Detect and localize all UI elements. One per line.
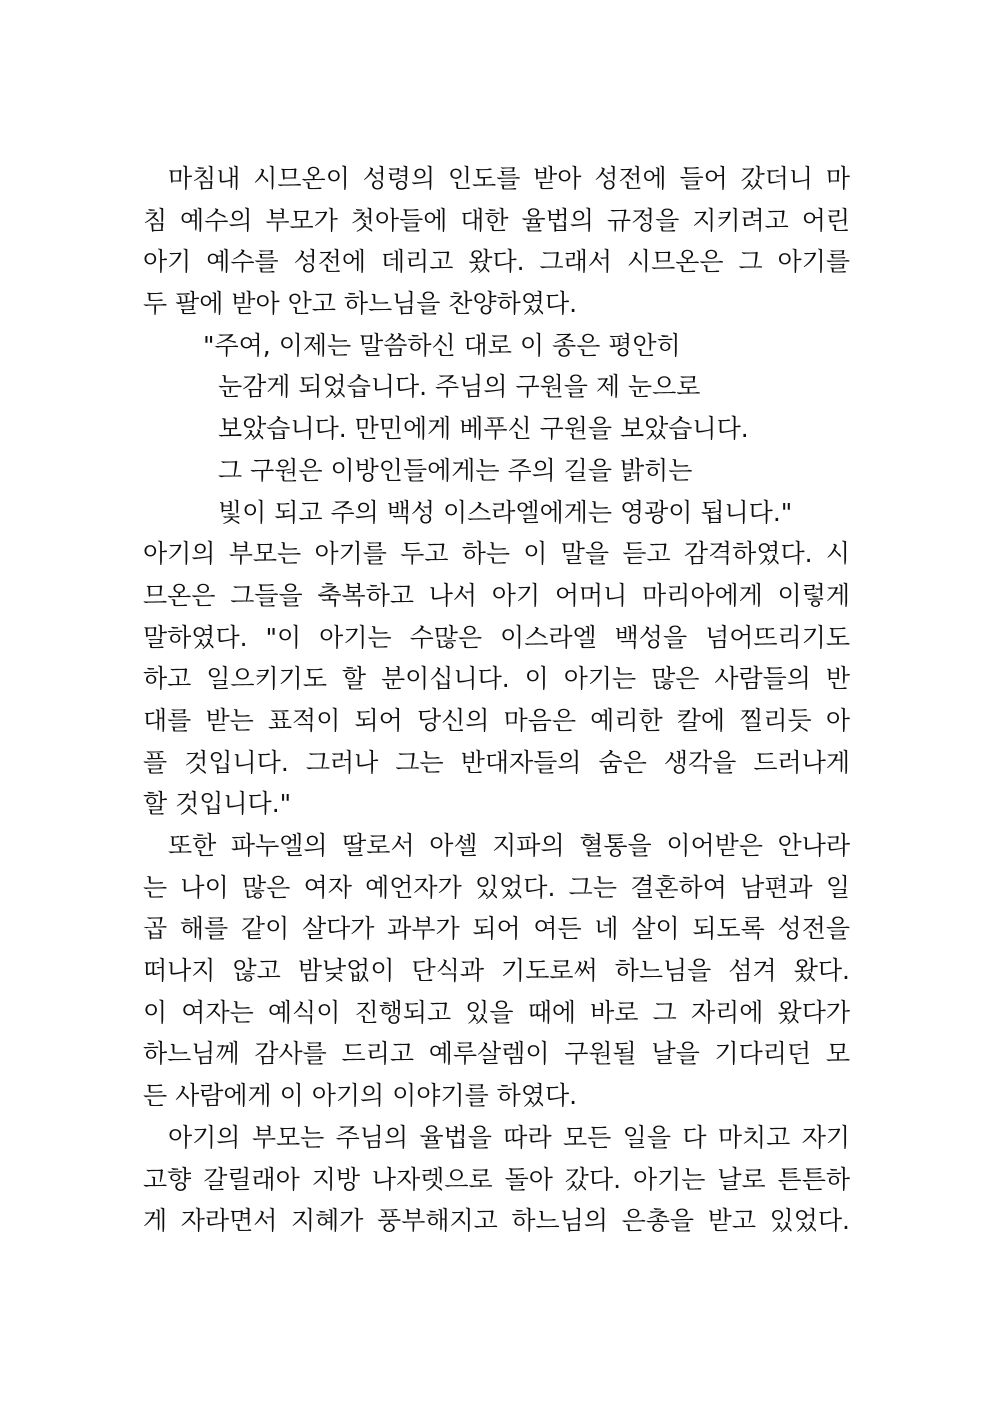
text-line: 곱 해를 같이 살다가 과부가 되어 여든 네 살이 되도록 성전을 — [143, 914, 850, 944]
text-line: 또한 파누엘의 딸로서 아셀 지파의 혈통을 이어받은 안나라 — [168, 831, 850, 860]
text-line: 할 것입니다." — [143, 789, 292, 819]
quote-line: 빛이 되고 주의 백성 이스라엘에게는 영광이 됩니다." — [218, 497, 793, 527]
text-line: 아기의 부모는 주님의 율법을 따라 모든 일을 다 마치고 자기 — [168, 1122, 850, 1152]
text-line: 마침내 시므온이 성령의 인도를 받아 성전에 들어 갔더니 마 — [168, 164, 850, 193]
quote-line: 그 구원은 이방인들에게는 주의 길을 밝히는 — [218, 455, 693, 485]
body-text — [143, 158, 850, 1242]
text-line: 두 팔에 받아 안고 하느님을 찬양하였다. — [143, 289, 578, 319]
text-line: 아기의 부모는 아기를 두고 하는 이 말을 듣고 감격하였다. 시 — [143, 539, 850, 569]
text-line: 플 것입니다. 그러나 그는 반대자들의 숨은 생각을 드러나게 — [143, 747, 850, 777]
quote-line: 보았습니다. 만민에게 베푸신 구원을 보았습니다. — [218, 414, 749, 444]
text-line: 고향 갈릴래아 지방 나자렛으로 돌아 갔다. 아기는 날로 튼튼하 — [143, 1164, 850, 1194]
text-line: 하고 일으키기도 할 분이십니다. 이 아기는 많은 사람들의 반 — [143, 664, 850, 694]
text-line: 하느님께 감사를 드리고 예루살렘이 구원될 날을 기다리던 모 — [143, 1039, 850, 1069]
quote-line: 눈감게 되었습니다. 주님의 구원을 제 눈으로 — [218, 372, 701, 402]
text-line: 게 자라면서 지혜가 풍부해지고 하느님의 은총을 받고 있었다. — [143, 1206, 850, 1236]
text-line: 든 사람에게 이 아기의 이야기를 하였다. — [143, 1081, 578, 1111]
text-line: 아기 예수를 성전에 데리고 왔다. 그래서 시므온은 그 아기를 — [143, 247, 850, 277]
text-line: 떠나지 않고 밤낮없이 단식과 기도로써 하느님을 섬겨 왔다. — [143, 956, 850, 986]
text-line: 침 예수의 부모가 첫아들에 대한 율법의 규정을 지키려고 어린 — [143, 205, 850, 235]
text-line: 므온은 그들을 축복하고 나서 아기 어머니 마리아에게 이렇게 — [143, 580, 850, 610]
text-line: 말하였다. "이 아기는 수많은 이스라엘 백성을 넘어뜨리기도 — [143, 622, 850, 652]
quote-line: "주여, 이제는 말씀하신 대로 이 종은 평안히 — [203, 330, 681, 360]
text-line: 이 여자는 예식이 진행되고 있을 때에 바로 그 자리에 왔다가 — [143, 997, 850, 1027]
text-line: 대를 받는 표적이 되어 당신의 마음은 예리한 칼에 찔리듯 아 — [143, 705, 850, 735]
text-line: 는 나이 많은 여자 예언자가 있었다. 그는 결혼하여 남편과 일 — [143, 872, 850, 902]
